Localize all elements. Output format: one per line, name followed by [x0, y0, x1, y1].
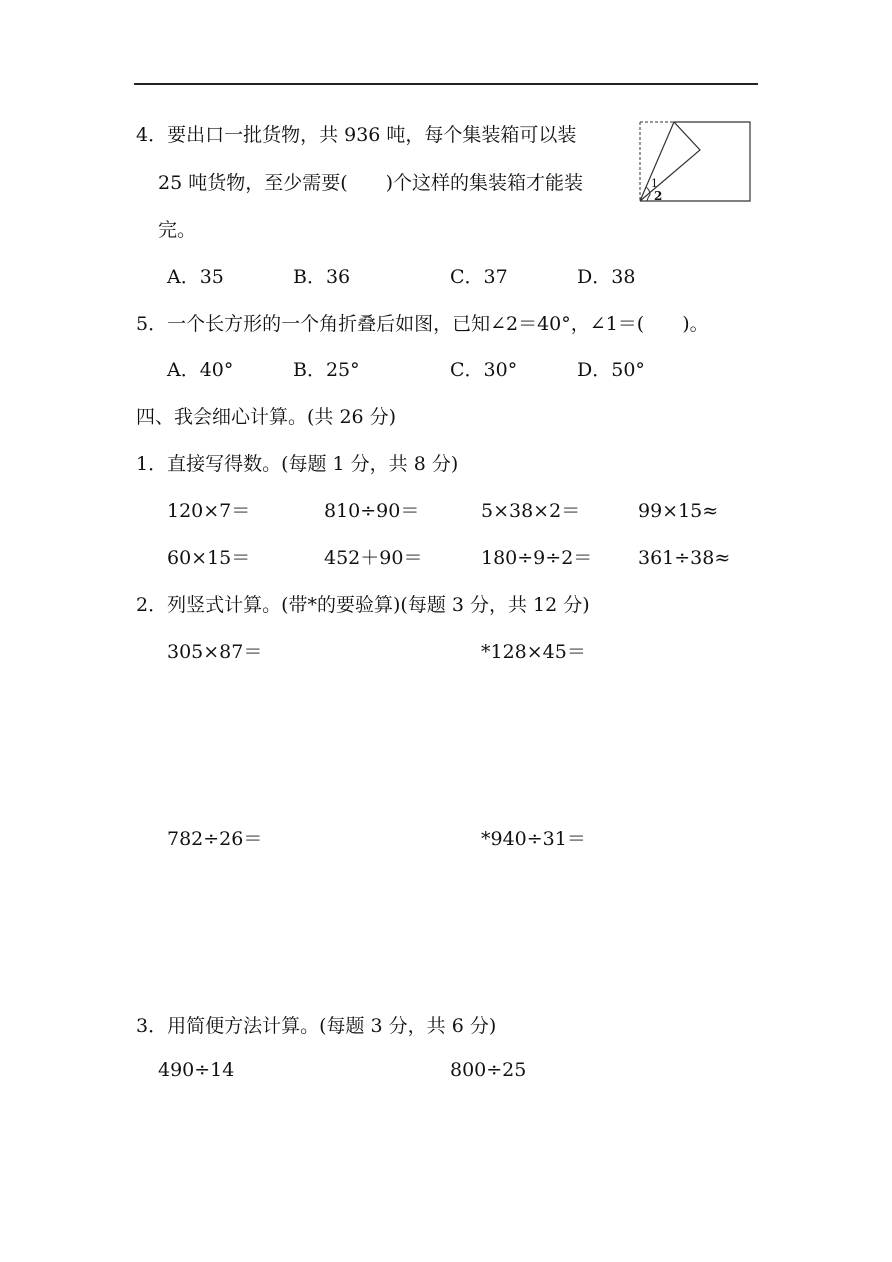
simplified-calc-item: 800÷25 — [450, 1059, 527, 1081]
q5-option-d[interactable]: D．50° — [577, 359, 645, 381]
vertical-calc-item: *940÷31＝ — [481, 828, 586, 850]
vertical-calc-item: *128×45＝ — [481, 641, 586, 663]
simplified-calc-item: 490÷14 — [158, 1059, 235, 1081]
folded-rectangle-figure — [636, 120, 752, 204]
vertical-calc-item: 782÷26＝ — [167, 828, 263, 850]
mental-calc-item: 180÷9÷2＝ — [481, 547, 593, 569]
q4-option-d[interactable]: D．38 — [577, 266, 636, 288]
q4-line1: 4．要出口一批货物，共 936 吨，每个集装箱可以装 — [136, 124, 577, 146]
mental-calc-item: 99×15≈ — [638, 500, 719, 522]
mental-calc-item: 60×15＝ — [167, 547, 251, 569]
mental-calc-item: 120×7＝ — [167, 500, 251, 522]
section4-title: 四、我会细心计算。(共 26 分) — [136, 406, 397, 428]
part2-title: 2．列竖式计算。(带*的要验算)(每题 3 分，共 12 分) — [136, 594, 590, 616]
header-rule — [134, 83, 758, 85]
mental-calc-item: 810÷90＝ — [324, 500, 420, 522]
q5-option-c[interactable]: C．30° — [450, 359, 518, 381]
q4-line2: 25 吨货物，至少需要( )个这样的集装箱才能装 — [158, 172, 584, 194]
part1-title: 1．直接写得数。(每题 1 分，共 8 分) — [136, 453, 459, 475]
part3-title: 3．用简便方法计算。(每题 3 分，共 6 分) — [136, 1015, 497, 1037]
mental-calc-item: 361÷38≈ — [638, 547, 731, 569]
q4-line3: 完。 — [158, 219, 197, 241]
angle-label-1: 1 — [651, 177, 658, 190]
angle-label-2: 2 — [654, 189, 663, 203]
q5-text: 5．一个长方形的一个角折叠后如图，已知∠2＝40°，∠1＝( )。 — [136, 313, 709, 335]
q4-option-c[interactable]: C．37 — [450, 266, 508, 288]
q4-option-a[interactable]: A．35 — [167, 266, 224, 288]
mental-calc-item: 452＋90＝ — [324, 547, 423, 569]
q5-option-b[interactable]: B．25° — [293, 359, 360, 381]
mental-calc-item: 5×38×2＝ — [481, 500, 581, 522]
vertical-calc-item: 305×87＝ — [167, 641, 263, 663]
q5-option-a[interactable]: A．40° — [167, 359, 234, 381]
q4-option-b[interactable]: B．36 — [293, 266, 351, 288]
